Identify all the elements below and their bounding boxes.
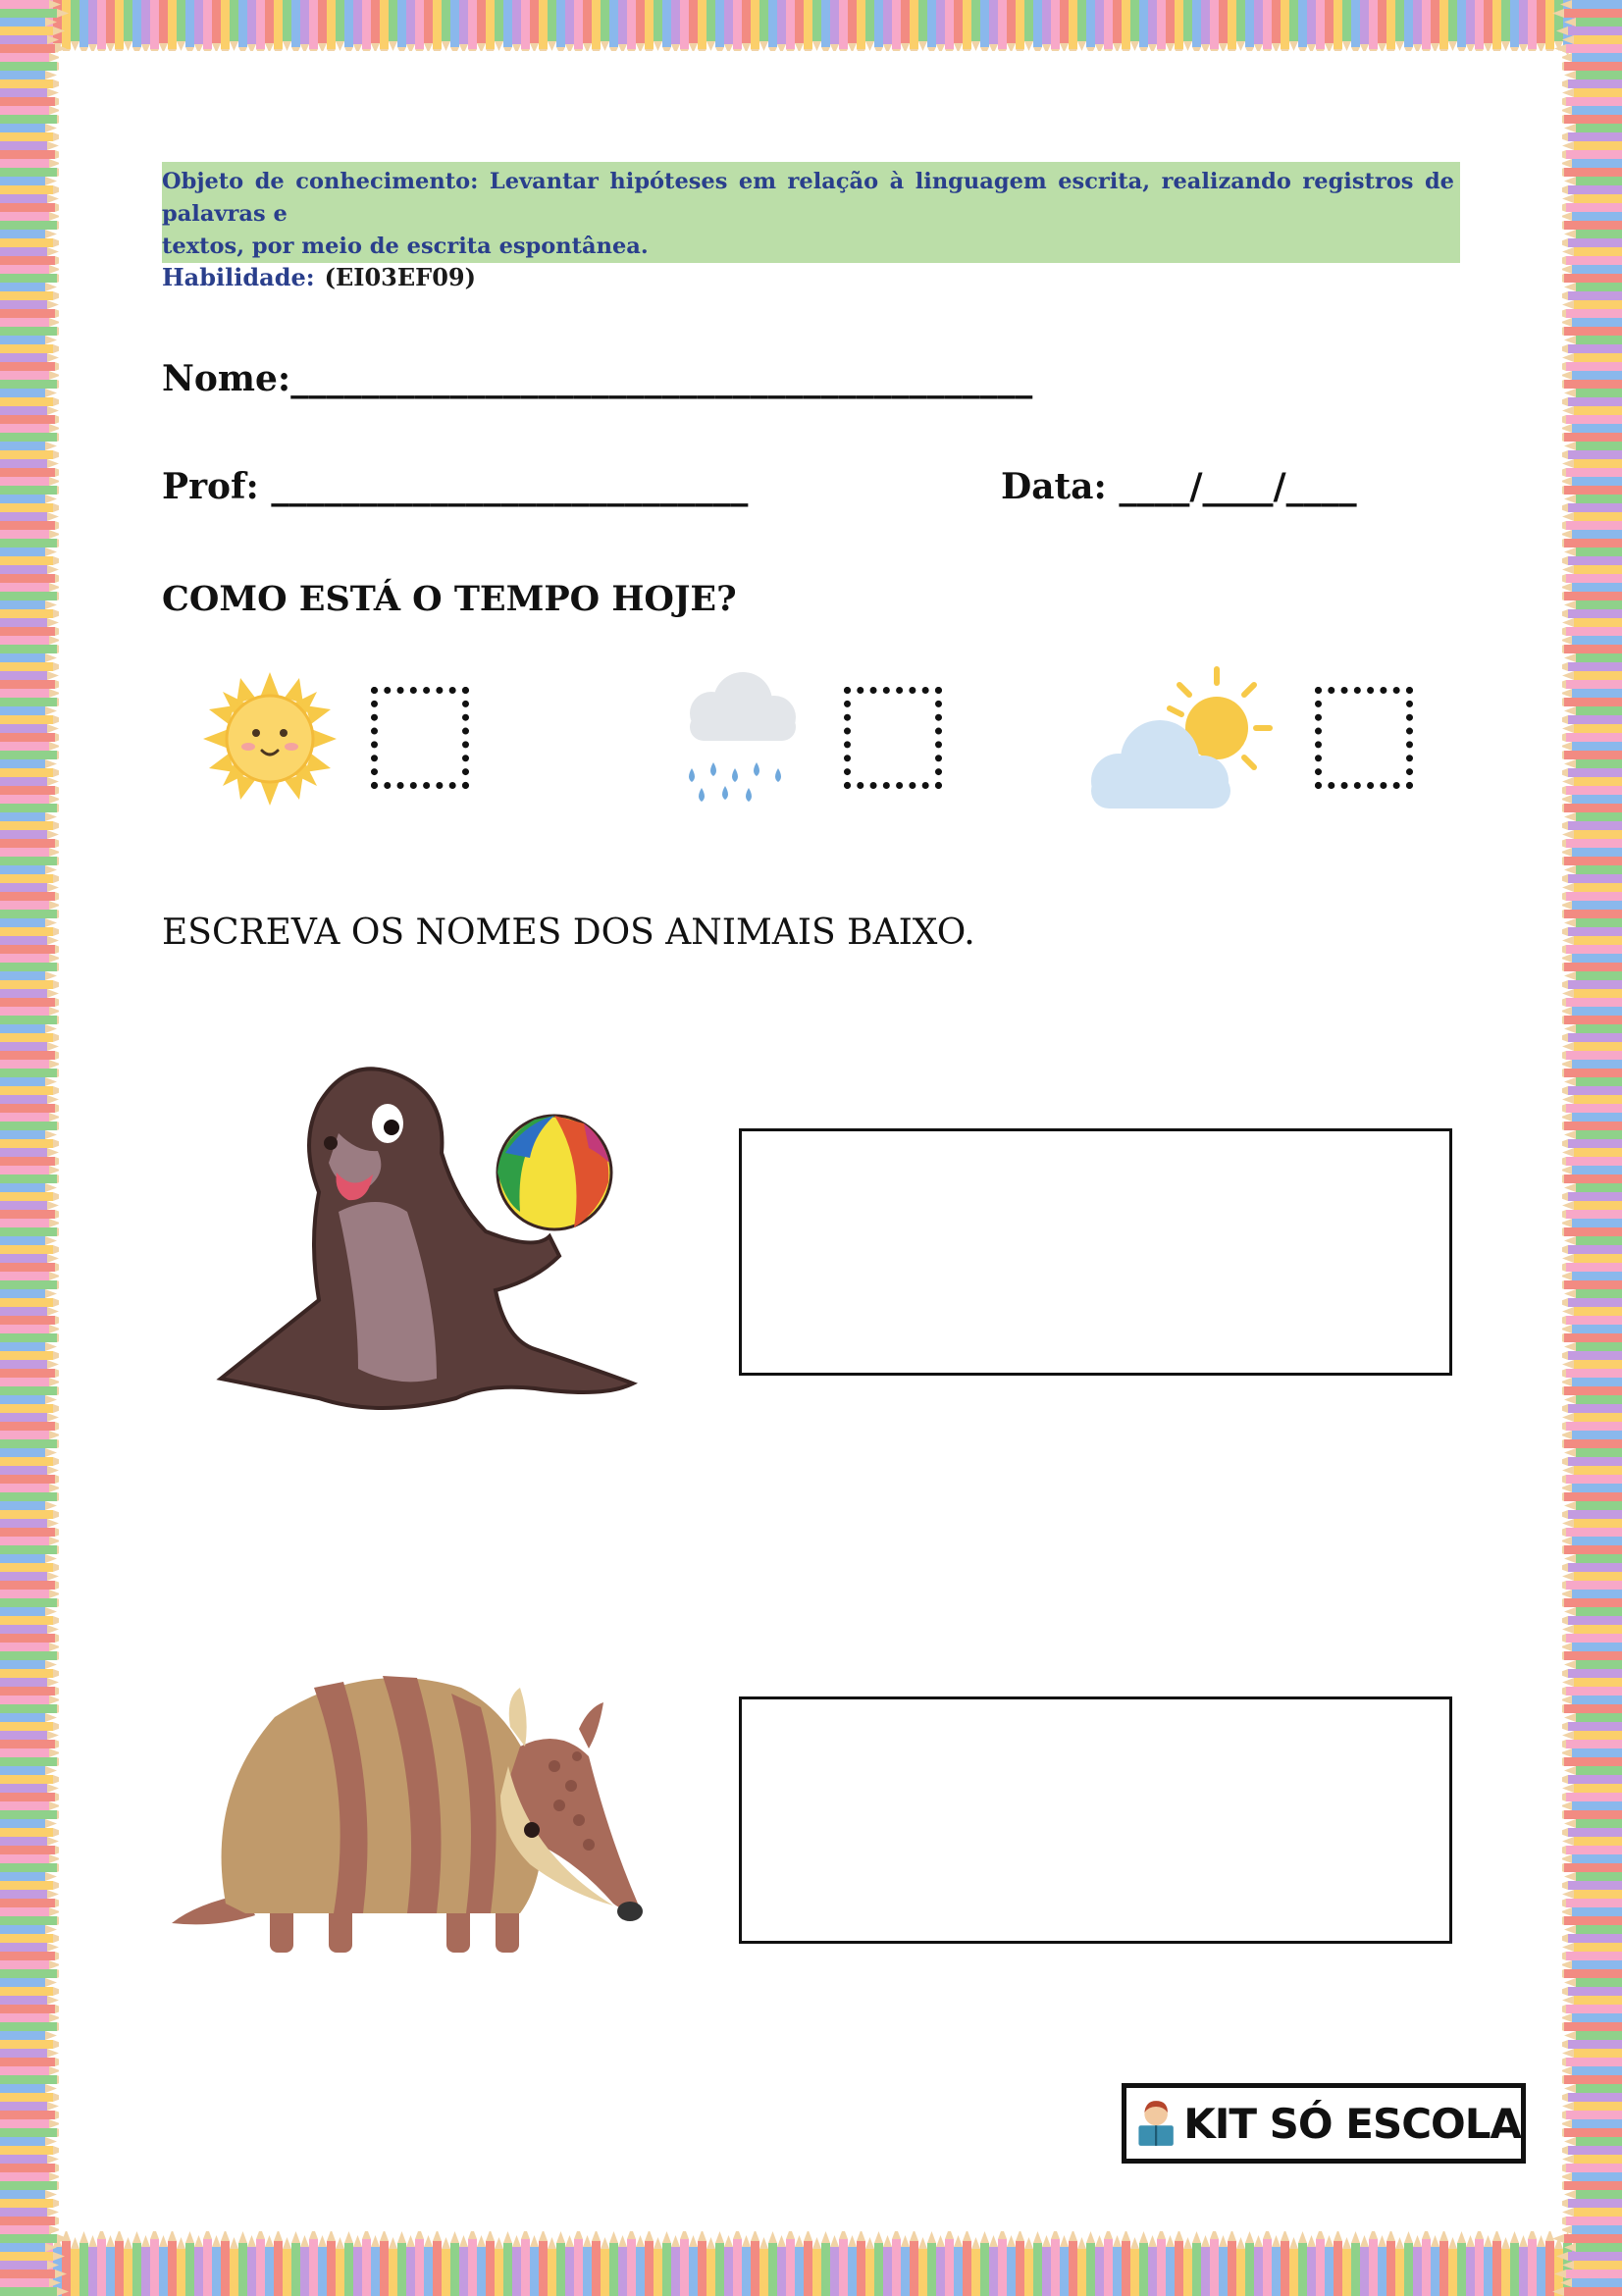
learning-objective-box bbox=[162, 162, 1460, 291]
sun-icon bbox=[201, 670, 339, 808]
reading-child-icon bbox=[1134, 2091, 1177, 2156]
teacher-field[interactable]: Prof: ___________________________ bbox=[162, 466, 749, 507]
armadillo-icon bbox=[167, 1658, 657, 1962]
skill-label: Habilidade: bbox=[162, 263, 315, 291]
objective-text-line1: Objeto de conhecimento: Levantar hipóteses em relação à linguagem escrita, realizando registros de palavras e bbox=[162, 169, 1454, 227]
armadillo-name-answer-box[interactable] bbox=[739, 1696, 1452, 1944]
pencil-border-top bbox=[0, 0, 1622, 57]
partly-cloudy-icon bbox=[1079, 665, 1276, 812]
seal-with-ball-icon bbox=[211, 1045, 643, 1418]
sunny-checkbox[interactable] bbox=[371, 687, 469, 789]
objective-text-line2: textos, por meio de escrita espontânea. bbox=[162, 234, 649, 259]
skill-line bbox=[162, 263, 1454, 295]
seal-name-answer-box[interactable] bbox=[739, 1128, 1452, 1376]
animals-instruction: ESCREVA OS NOMES DOS ANIMAIS BAIXO. bbox=[162, 913, 975, 953]
kit-so-escola-logo bbox=[1122, 2083, 1526, 2164]
skill-code: (EI03EF09) bbox=[324, 263, 476, 291]
rain-cloud-icon bbox=[672, 670, 810, 808]
name-field[interactable]: Nome:__________________________________________ bbox=[162, 358, 1033, 399]
weather-question: COMO ESTÁ O TEMPO HOJE? bbox=[162, 579, 737, 619]
date-field[interactable]: Data: ____/____/____ bbox=[1001, 466, 1357, 507]
logo-text: KIT SÓ ESCOLA bbox=[1183, 2099, 1521, 2148]
rainy-checkbox[interactable] bbox=[844, 687, 942, 789]
pencil-border-bottom bbox=[0, 2227, 1622, 2296]
partly-cloudy-checkbox[interactable] bbox=[1315, 687, 1413, 789]
